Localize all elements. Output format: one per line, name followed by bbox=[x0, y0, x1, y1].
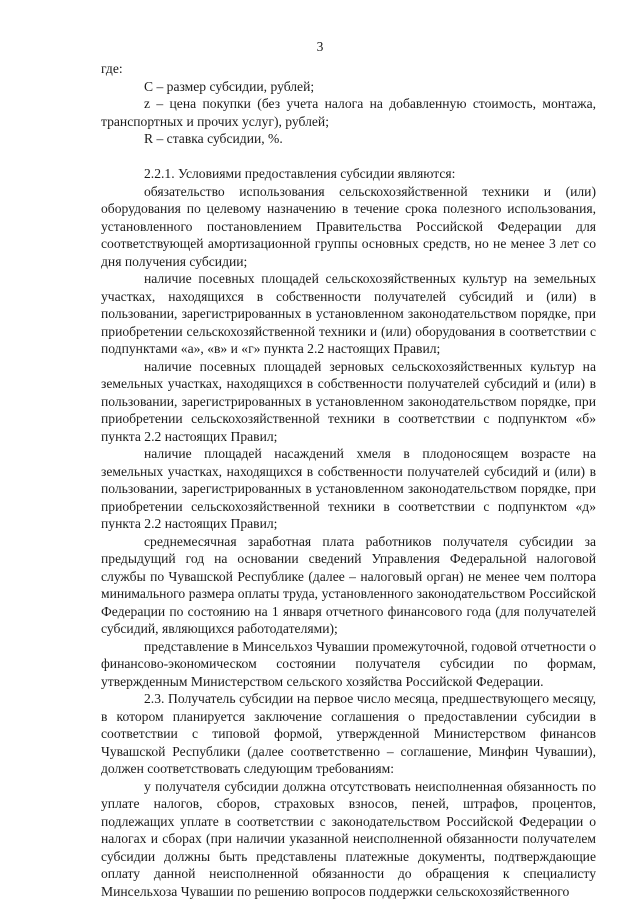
paragraph-var-r: R – ставка субсидии, %. bbox=[144, 131, 283, 146]
paragraph-var-z: z – цена покупки (без учета налога на добавленную стоимость, монтажа, транспортных и прочих услуг), рублей; bbox=[101, 96, 596, 129]
page-number: 3 bbox=[316, 39, 324, 54]
paragraph-obligation: обязательство использования сельскохозяйственной техники и (или) оборудования по целевому назначению в течение срока полезного использования, установленного постановлением Правительства Российской Федерации для соответствующей амортизационной группы основных средств, но не менее 3 лет со дня получения субсидии; bbox=[101, 183, 596, 269]
paragraph-2-3: 2.3. Получатель субсидии на первое число месяца, предшествующего месяцу, в котором планируется заключение соглашения о предоставлении субсидии в соответствии с типовой формой, утвержденной Министерством финансов Чувашской Республики (далее соответственно – соглашение, Минфин Чувашии), должен соответствовать следующим требованиям: bbox=[101, 691, 596, 776]
paragraph-sown-areas: наличие посевных площадей сельскохозяйственных культур на земельных участках, находящихся в собственности получателей субсидий и (или) в пользовании, зарегистрированных в установленном законодательством порядке, при приобретении сельскохозяйственной техники и (или) оборудования в соответствии с подпунктами «а», «в» и «г» пункта 2.2 настоящих Правил; bbox=[101, 271, 596, 356]
paragraph-tax-obligation: у получателя субсидии должна отсутствовать неисполненная обязанность по уплате налогов, сборов, страховых взносов, пеней, штрафов, процентов, подлежащих уплате в соответствии с законодательством Российской Федерации о налогах и сборах (при наличии указанной неисполненной обязанности получателем субсидии должны быть представлены платежные документы, подтверждающие оплату данной неисполненной обязанности до обращения к специалисту Минсельхоза Чувашии по решению вопросов поддержки сельскохозяйственного bbox=[101, 778, 596, 899]
paragraph-2-2-1: 2.2.1. Условиями предоставления субсидии являются: bbox=[144, 166, 456, 181]
paragraph-var-c: C – размер субсидии, рублей; bbox=[144, 78, 315, 94]
paragraph-where: где: bbox=[101, 61, 123, 76]
paragraph-grain-areas: наличие посевных площадей зерновых сельскохозяйственных культур на земельных участках, находящихся в собственности получателей субсидий и (или) в пользовании, зарегистрированных в установленном законодательством порядке, при приобретении сельскохозяйственной техники в соответствии с подпунктом «б» пункта 2.2 настоящих Правил; bbox=[101, 358, 596, 444]
document-body bbox=[101, 60, 596, 900]
paragraph-salary: среднемесячная заработная плата работников получателя субсидии за предыдущий год на основании сведений Управления Федеральной налоговой службы по Чувашской Республике (далее – налоговый орган) не менее чем полтора минимального размера оплаты труда, установленного законодательством Российской Федерации по состоянию на 1 января отчетного финансового года (для получателей субсидий, являющихся работодателями); bbox=[101, 533, 596, 636]
paragraph-reporting: представление в Минсельхоз Чувашии промежуточной, годовой отчетности о финансово-экономическом состоянии получателя субсидии по формам, утвержденным Министерством сельского хозяйства Российской Федерации. bbox=[101, 638, 596, 689]
paragraph-hops-areas: наличие площадей насаждений хмеля в плодоносящем возрасте на земельных участках, находящихся в собственности получателей субсидий и (или) в пользовании, зарегистрированных в установленном законодательством порядке, при приобретении сельскохозяйственной техники в соответствии с подпунктом «д» пункта 2.2 настоящих Правил; bbox=[101, 446, 596, 531]
